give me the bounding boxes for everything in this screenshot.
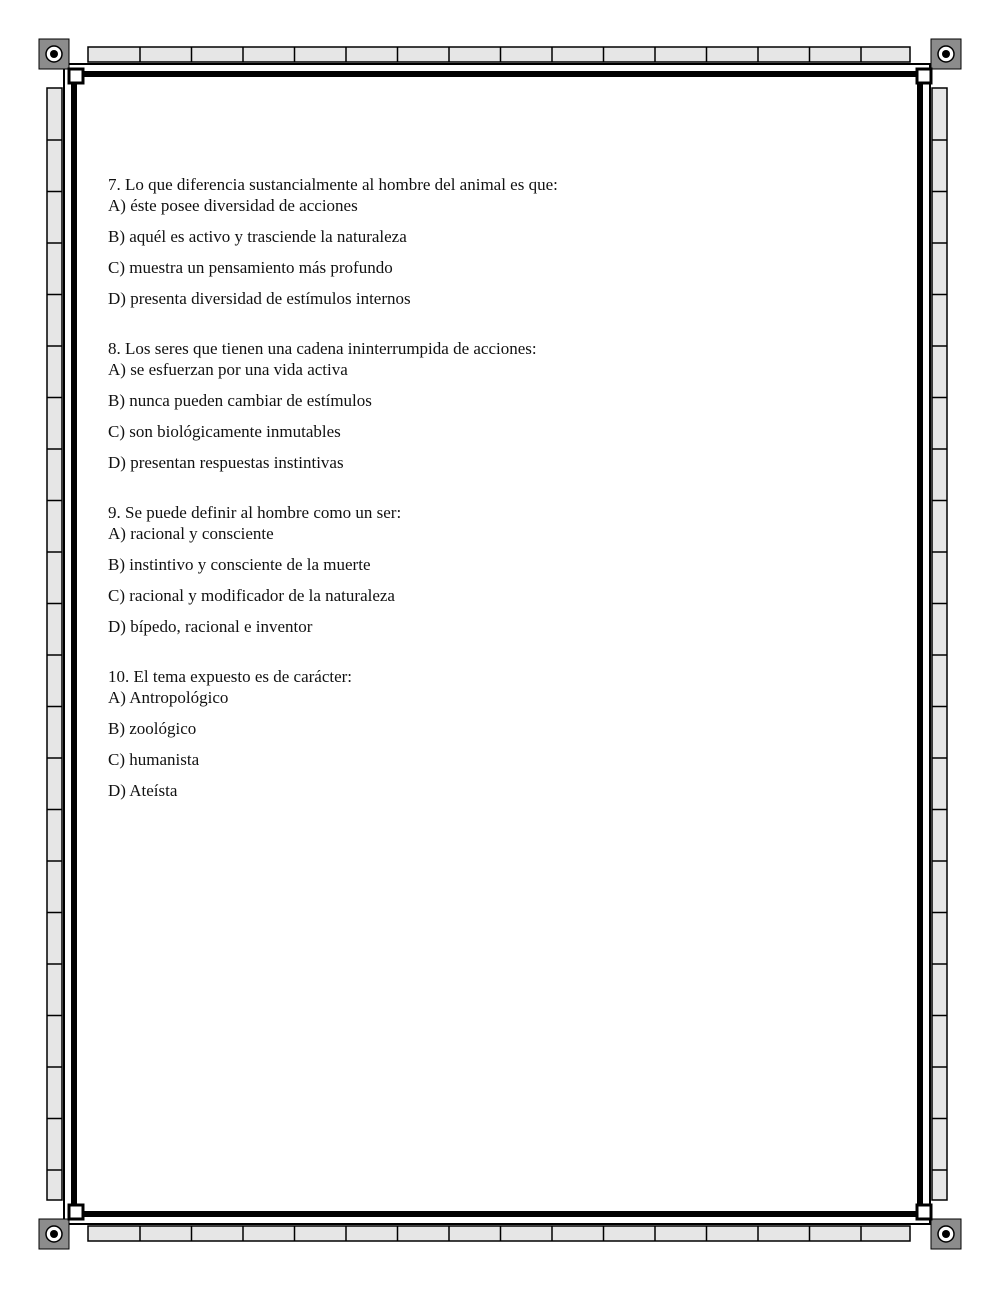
question-7 — [108, 175, 888, 309]
option-d: D) Ateísta — [108, 781, 178, 800]
corner-square — [69, 69, 83, 83]
corner-square — [69, 1205, 83, 1219]
option-a: A) Antropológico — [108, 688, 229, 707]
option-c: C) son biológicamente inmutables — [108, 422, 341, 441]
corner-dot — [50, 50, 58, 58]
option-a: A) se esfuerzan por una vida activa — [108, 360, 348, 379]
option-b: B) zoológico — [108, 719, 197, 738]
option-d: D) bípedo, racional e inventor — [108, 617, 313, 636]
question-text: 9. Se puede definir al hombre como un ser: — [108, 503, 402, 522]
border-strip-right — [932, 88, 947, 1200]
question-9 — [108, 503, 888, 637]
option-c: C) humanista — [108, 750, 200, 769]
border-strip-left — [47, 88, 62, 1200]
option-d: D) presenta diversidad de estímulos internos — [108, 289, 411, 308]
option-c: C) racional y modificador de la naturaleza — [108, 586, 395, 605]
border-strip-top — [88, 47, 910, 62]
corner-dot — [942, 1230, 950, 1238]
option-a: A) racional y consciente — [108, 524, 274, 543]
corner-square — [917, 69, 931, 83]
corner-dot — [942, 50, 950, 58]
option-b: B) nunca pueden cambiar de estímulos — [108, 391, 372, 410]
corner-square — [917, 1205, 931, 1219]
option-d: D) presentan respuestas instintivas — [108, 453, 344, 472]
option-b: B) instintivo y consciente de la muerte — [108, 555, 371, 574]
option-a: A) éste posee diversidad de acciones — [108, 196, 358, 215]
option-b: B) aquél es activo y trasciende la naturaleza — [108, 227, 407, 246]
border-strip-bottom — [88, 1226, 910, 1241]
corner-dot — [50, 1230, 58, 1238]
question-8 — [108, 339, 888, 473]
option-c: C) muestra un pensamiento más profundo — [108, 258, 393, 277]
question-text: 10. El tema expuesto es de carácter: — [108, 667, 353, 686]
quiz-content — [108, 175, 888, 831]
question-text: 8. Los seres que tienen una cadena ininterrumpida de acciones: — [108, 339, 537, 358]
question-text: 7. Lo que diferencia sustancialmente al hombre del animal es que: — [108, 175, 558, 194]
question-10 — [108, 667, 888, 801]
